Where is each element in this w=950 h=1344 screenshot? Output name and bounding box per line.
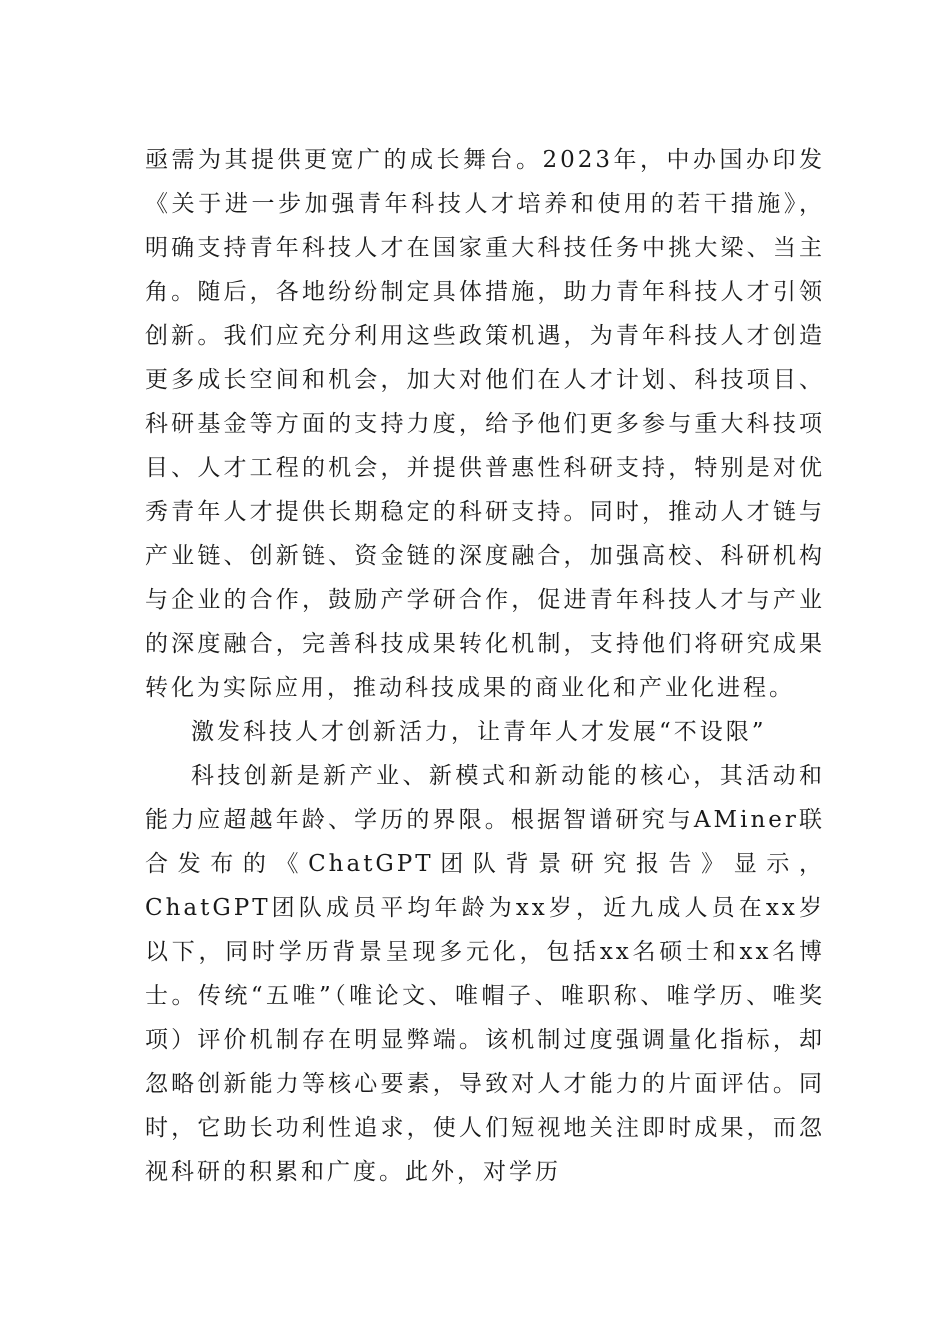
body-paragraph-continued: 亟需为其提供更宽广的成长舞台。2023年，中办国办印发《关于进一步加强青年科技人才培养和使用的若干措施》，明确支持青年科技人才在国家重大科技任务中挑大梁、当主角。随后，各地纷纷制定具体措施，助力青年科技人才引领创新。我们应充分利用这些政策机遇，为青年科技人才创造更多成长空间和机会，加大对他们在人才计划、科技项目、科研基金等方面的支持力度，给予他们更多参与重大科技项目、人才工程的机会，并提供普惠性科研支持，特别是对优秀青年人才提供长期稳定的科研支持。同时，推动人才链与产业链、创新链、资金链的深度融合，加强高校、科研机构与企业的合作，鼓励产学研合作，促进青年科技人才与产业的深度融合，完善科技成果转化机制，支持他们将研究成果转化为实际应用，推动科技成果的商业化和产业化进程。 bbox=[145, 147, 825, 701]
body-paragraph: 科技创新是新产业、新模式和新动能的核心，其活动和能力应超越年龄、学历的界限。根据智谱研究与AMiner联合发布的《ChatGPT团队背景研究报告》显示，ChatGPT团队成员平均年龄为xx岁，近九成人员在xx岁以下，同时学历背景呈现多元化，包括xx名硕士和xx名博士。传统“五唯”（唯论文、唯帽子、唯职称、唯学历、唯奖项）评价机制存在明显弊端。该机制过度强调量化指标，却忽略创新能力等核心要素，导致对人才能力的片面评估。同时，它助长功利性追求，使人们短视地关注即时成果，而忽视科研的积累和广度。此外，对学历 bbox=[145, 763, 825, 1185]
document-body bbox=[145, 138, 825, 1194]
section-heading: 激发科技人才创新活力，让青年人才发展“不设限” bbox=[191, 719, 767, 745]
